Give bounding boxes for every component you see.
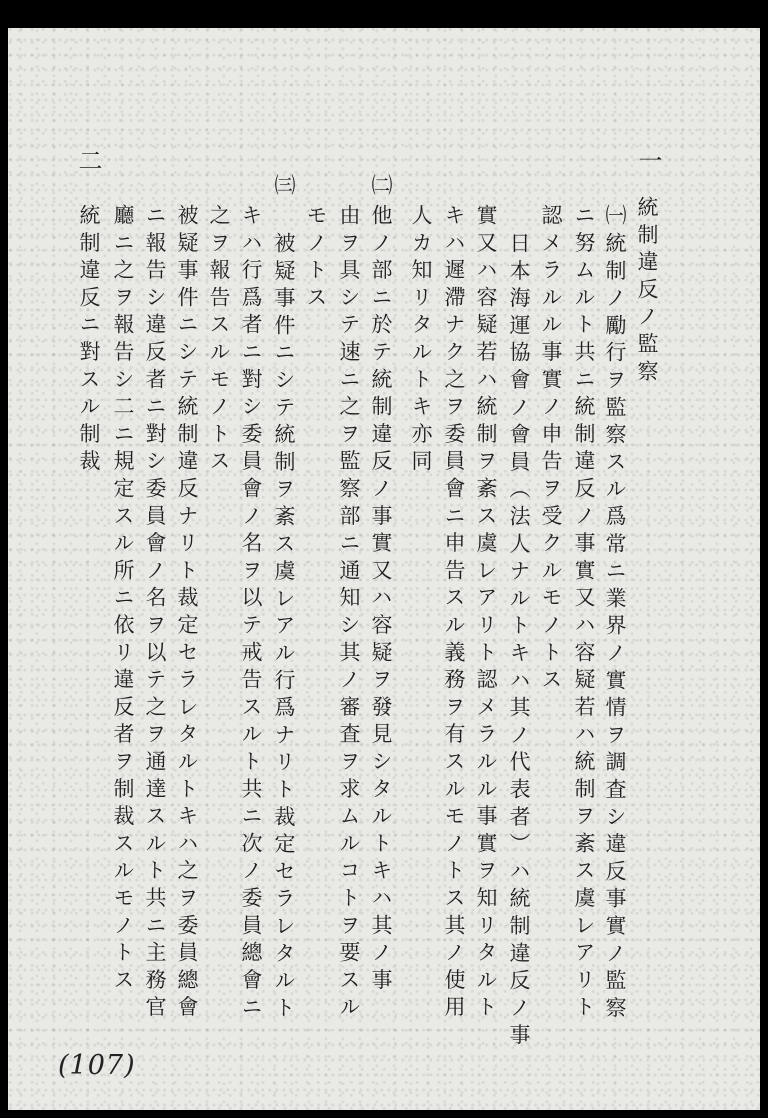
subsection-3-line-4: 被疑事件ニシテ統制違反ナリト裁定セラレタルトキハ之ヲ委員總會 [175,204,199,1023]
subsection-2-line-2: 由ヲ具シテ速ニ之ヲ監察部ニ通知シ其ノ審査ヲ求ムルコトヲ要スル [337,204,361,1023]
subsection-3-line-2: キハ行爲者ニ對シ委員會ノ名ヲ以テ戒告スルト共ニ次ノ委員總會ニ [239,204,263,1023]
subsection-3-line-6: 廳ニ之ヲ報告シ二ニ規定スル所ニ依リ違反者ヲ制裁スルモノトス [111,204,135,996]
document-page [8,28,760,1110]
section-two-title: 統制違反ニ對スル制裁 [77,204,101,477]
subsection-1-line-4: 日本海運協會ノ會員（法人ナルトキハ其ノ代表者）ハ統制違反ノ事 [507,232,531,1051]
page-number: (107) [58,1050,136,1081]
section-two-number: 二 [74,148,102,172]
subsection-3-line-3: 之ヲ報告スルモノトス [207,204,231,477]
subsection-1-line-2: ニ努ムルト共ニ統制違反ノ事實又ハ容疑若ハ統制ヲ紊ス虞レアリト [572,204,596,1023]
subsection-1-line-1: 統制ノ勵行ヲ監察スル爲常ニ業界ノ實情ヲ調査シ違反事實ノ監察 [603,232,627,1024]
subsection-1-line-6: キハ遲滯ナク之ヲ委員會ニ申告スル義務ヲ有スルモノトス其ノ使用 [442,204,466,1023]
section-one-title: 統制違反ノ監察 [635,196,659,388]
subsection-2-line-3: モノトス [304,204,328,314]
subsection-3-marker: ㈢ [272,174,296,195]
section-one-number: 一 [634,148,662,172]
subsection-3-line-5: ニ報告シ違反者ニ對シ委員會ノ名ヲ以テ之ヲ通達スルト共ニ主務官 [143,204,167,1023]
subsection-2-marker: ㈡ [369,174,393,195]
subsection-1-line-7: 人カ知リタルトキ亦同 [409,204,433,477]
subsection-2-line-1: 他ノ部ニ於テ統制違反ノ事實又ハ容疑ヲ發見シタルトキハ其ノ事 [369,204,393,996]
subsection-1-line-3: 認メラルル事實ノ申告ヲ受クルモノトス [539,204,563,696]
subsection-1-line-5: 實又ハ容疑若ハ統制ヲ紊ス虞レアリト認メラルル事實ヲ知リタルト [474,204,498,1023]
subsection-1-marker: ㈠ [603,204,627,225]
subsection-3-line-1: 被疑事件ニシテ統制ヲ紊ス虞レアル行爲ナリト裁定セラレタルト [272,232,296,1024]
